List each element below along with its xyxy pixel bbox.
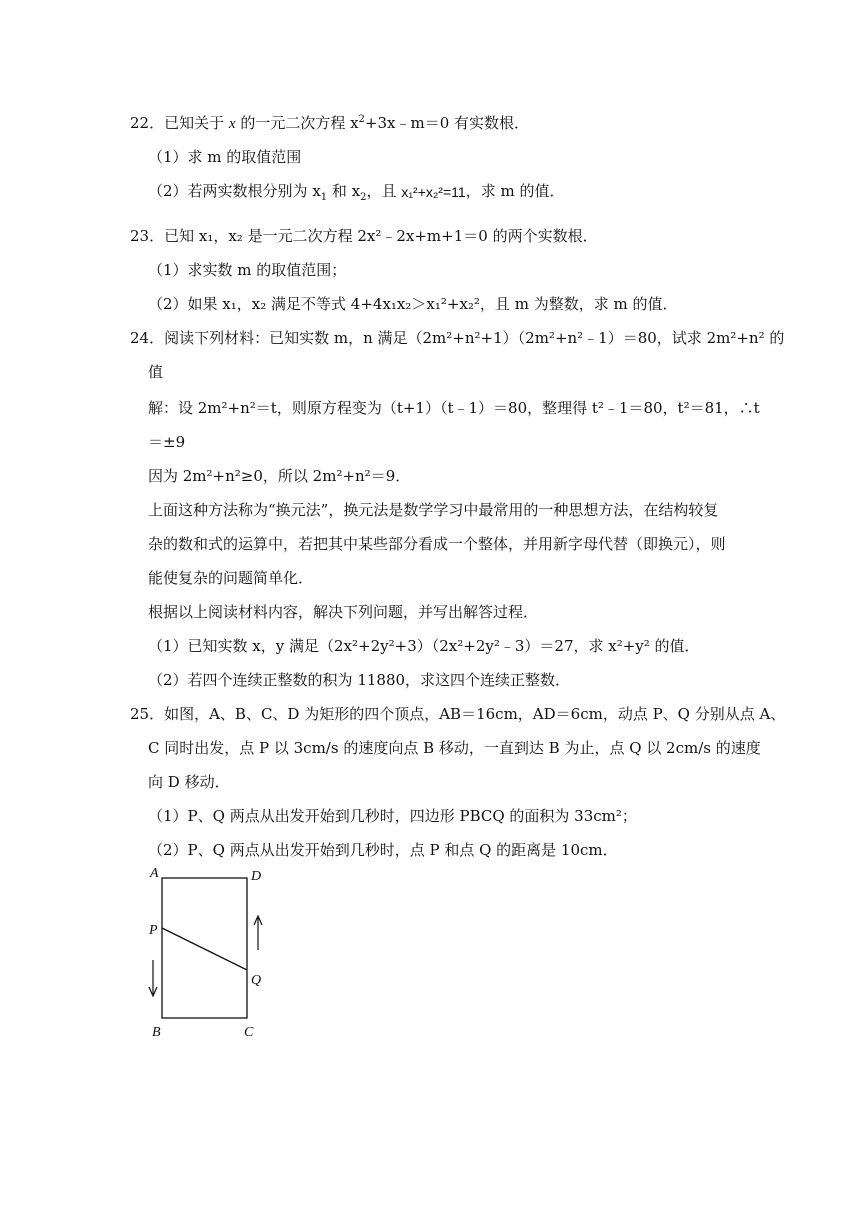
label-p: P bbox=[149, 923, 158, 938]
q22-stem-text-b: 的一元二次方程 x bbox=[235, 114, 359, 132]
label-c: C bbox=[244, 1025, 254, 1040]
q22-stem: 22．已知关于 x 的一元二次方程 $x^2+3x﹣m=0$ 有实数根． bbox=[130, 114, 530, 132]
q23-part1: （1）求实数 m 的取值范围； bbox=[148, 261, 347, 279]
q24-number: 24． bbox=[130, 329, 165, 347]
q22-stem-text: 已知关于 bbox=[164, 114, 229, 132]
q23-stem-text: 已知 x₁，x₂ 是一元二次方程 2x²﹣2x+m+1＝0 的两个实数根． bbox=[164, 227, 598, 245]
q22-part2: （2）若两实数根分别为 $x_1$ 和 $x_2$，且 x₁²+x₂²=11，求 m 的值． bbox=[148, 182, 565, 203]
q25-line-1 bbox=[130, 704, 785, 724]
q22-part2-text-b: 和 x bbox=[327, 182, 361, 200]
q24-line-6: 上面这种方法称为“换元法”，换元法是数学学习中最常用的一种思想方法，在结构较复 bbox=[148, 501, 719, 519]
q24-line-7: 杂的数和式的运算中，若把其中某些部分看成一个整体，并用新字母代替（即换元），则 bbox=[148, 535, 726, 553]
q24-line-3: 解：设 2m²+n²＝t，则原方程变为（t+1）（t﹣1）＝80，整理得 t²﹣1＝80，t²＝81，∴t bbox=[148, 399, 760, 417]
label-q: Q bbox=[251, 973, 262, 988]
q22-part2-text-c: ，且 bbox=[366, 182, 402, 200]
q24-line-2: 值 bbox=[148, 363, 164, 381]
q24-part1: （1）已知实数 x，y 满足（2x²+2y²+3）（2x²+2y²﹣3）＝27，求 x²+y² 的值． bbox=[148, 637, 700, 655]
label-b: B bbox=[152, 1025, 161, 1040]
q25-line-2: C 同时出发，点 P 以 3cm/s 的速度向点 B 移动，一直到达 B 为止，点 Q 以 2cm/s 的速度 bbox=[148, 739, 761, 757]
q22-stem-var: x bbox=[228, 116, 236, 132]
q25-number: 25． bbox=[130, 705, 165, 723]
q24-line-4: ＝±9 bbox=[148, 433, 186, 451]
q24-line-5: 因为 2m²+n²≥0，所以 2m²+n²＝9． bbox=[148, 467, 411, 485]
q22-part2-text-a: （2）若两实数根分别为 x bbox=[148, 182, 321, 200]
q22-formula-image: x₁²+x₂²=11 bbox=[401, 184, 466, 200]
q25-part2: （2）P、Q 两点从出发开始到几秒时，点 P 和点 Q 的距离是 10cm． bbox=[148, 841, 618, 859]
q24-text-1: 阅读下列材料：已知实数 m，n 满足（2m²+n²+1）（2m²+n²﹣1）＝80，试求 2m²+n² 的 bbox=[164, 329, 785, 347]
q22-stem-text-c: +3x﹣m＝0 有实数根． bbox=[364, 114, 530, 132]
label-d: D bbox=[251, 869, 262, 884]
q24-line-1 bbox=[130, 328, 784, 348]
q22-number: 22． bbox=[130, 114, 165, 132]
q24-line-9: 根据以上阅读材料内容，解决下列问题，并写出解答过程． bbox=[148, 603, 539, 621]
q25-text-1: 如图，A、B、C、D 为矩形的四个顶点，AB＝16cm，AD＝6cm，动点 P、Q 分别从点 A、 bbox=[164, 705, 786, 723]
q22-part2-text-d: ，求 m 的值． bbox=[465, 182, 565, 200]
q22-part1: （1）求 m 的取值范围 bbox=[148, 148, 302, 166]
label-a: A bbox=[150, 866, 159, 881]
rectangle-abcd bbox=[162, 878, 247, 1018]
q25-part1: （1）P、Q 两点从出发开始到几秒时，四边形 PBCQ 的面积为 33cm²； bbox=[148, 807, 637, 825]
q25-line-3: 向 D 移动． bbox=[148, 773, 230, 791]
q23-number: 23． bbox=[130, 227, 165, 245]
q23-part2: （2）如果 x₁，x₂ 满足不等式 4+4x₁x₂＞x₁²+x₂²，且 m 为整数，求 m 的值． bbox=[148, 295, 678, 313]
q24-part2: （2）若四个连续正整数的积为 11880，求这四个连续正整数． bbox=[148, 671, 571, 689]
rectangle-figure bbox=[140, 860, 280, 1040]
q24-line-8: 能使复杂的问题简单化． bbox=[148, 569, 314, 587]
segment-pq bbox=[162, 928, 247, 970]
q23-stem bbox=[130, 226, 598, 246]
